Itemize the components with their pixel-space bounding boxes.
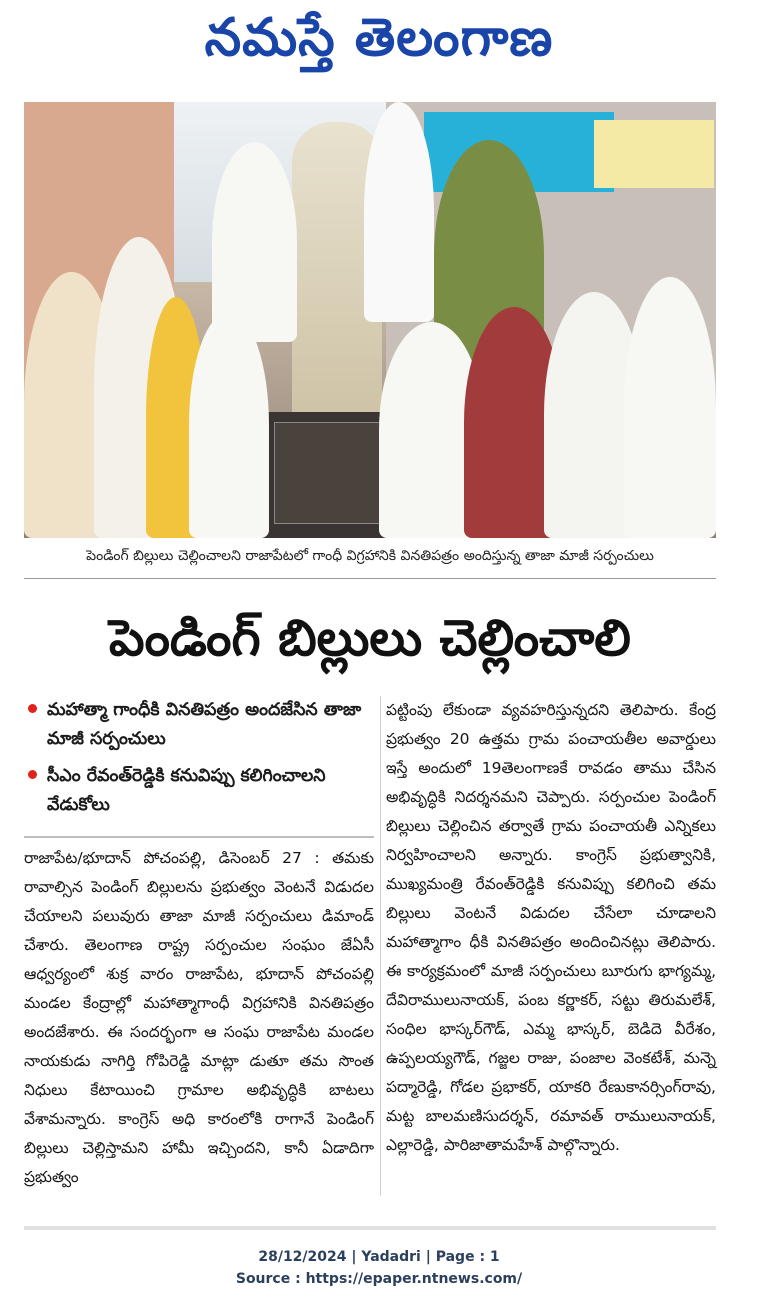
- person: [212, 142, 297, 342]
- person: [624, 277, 716, 538]
- newspaper-logo: నమస్తే తెలంగాణ: [204, 8, 554, 68]
- column-divider: [380, 696, 381, 1196]
- photo-caption: పెండింగ్ బిల్లులు చెల్లించాలని రాజాపేటలో గాంధీ విగ్రహానికి వినతిపత్రం అందిస్తున్న తాజా మాజీ సర్పంచులు: [86, 548, 654, 564]
- highlight-item: మహాత్మా గాంధీకి వినతిపత్రం అందజేసిన తాజా మాజీ సర్పంచులు: [24, 696, 374, 754]
- bottom-divider: [24, 1226, 716, 1230]
- person: [189, 312, 269, 538]
- highlight-item: సీఎం రేవంత్‌రెడ్డికి కనువిప్పు కలిగించాలని వేడుకోలు: [24, 762, 374, 820]
- page-footer: [0, 1246, 758, 1290]
- source-link[interactable]: Source : https://epaper.ntnews.com/: [235, 1271, 523, 1287]
- headline: పెండింగ్ బిల్లులు చెల్లించాలి: [109, 609, 631, 667]
- left-column: [24, 696, 374, 1192]
- bullet-dot-icon: [28, 704, 37, 713]
- bullet-dot-icon: [28, 770, 37, 779]
- news-photo: [24, 102, 716, 538]
- article-body-right: పట్టింపు లేకుండా వ్యవహరిస్తున్నదని తెలిపారు. కేంద్ర ప్రభుత్వం 20 ఉత్తమ గ్రామ పంచాయతీల అవార్డులు ఇస్తే అందులో 19తెలంగాణకే రావడం తాము చేసిన అభివృద్ధికి నిదర్శనమని చెప్పారు. సర్పంచుల పెండింగ్ బిల్లులు చెల్లించిన తర్వాతే గ్రామ పంచాయతీ ఎన్నికలు నిర్వహించాలని అన్నారు. కాంగ్రెస్ ప్రభుత్వానికి, ముఖ్యమంత్రి రేవంత్‌రెడ్డికి కనువిప్పు కలిగించి తమ బిల్లులు వెంటనే విడుదల చేసేలా చూడాలని మహాత్మాగాం ధీకి వినతిపత్రం అందించినట్లు తెలిపారు. ఈ కార్యక్రమంలో మాజీ సర్పంచులు బూరుగు భాగ్యమ్మ, దేవిరాములునాయక్, పంబ కర్ణాకర్, సట్టు తిరుమలేశ్, సంధిల భాస్కర్‌గౌడ్, ఎమ్మ భాస్కర్, బెడిదె వీరేశం, ఉప్పలయ్యగౌడ్, గజ్జల రాజు, పంజాల వెంకటేశ్, మన్నె పద్మారెడ్డి, గోడల ప్రభాకర్, యాకరి రేణుకానర్సింగ్‌రావు, మట్ట బాలమణిసుదర్శన్, రమావత్ రాములునాయక్, ఎల్లారెడ్డి, పారిజాతామహేశ్ పాల్గొన్నారు.: [386, 701, 716, 1154]
- article-body-left: రాజాపేట/భూదాన్ పోచంపల్లి, డిసెంబర్ 27 : తమకు రావాల్సిన పెండింగ్ బిల్లులను ప్రభుత్వం వెంటనే విడుదల చేయాలని పలువురు తాజా మాజీ సర్పంచులు డిమాండ్ చేశారు. తెలంగాణ రాష్ట్ర సర్పంచుల సంఘం జేఏసీ ఆధ్వర్యంలో శుక్ర వారం రాజాపేట, భూదాన్ పోచంపల్లి మండల కేంద్రాల్లో మహాత్మాగాంధీ విగ్రహానికి వినతిపత్రం అందజేశారు. ఈ సందర్భంగా ఆ సంఘ రాజాపేట మండల నాయకుడు నాగిర్తి గోపిరెడ్డి మాట్లా డుతూ తమ సొంత నిధులు కేటాయించి గ్రామాల అభివృద్ధికి బాటలు వేశామన్నారు. కాంగ్రెస్ అధి కారంలోకి రాగానే పెండింగ్ బిల్లులు చెల్లిస్తామని హామీ ఇచ్చిందని, కానీ ఏడాదిగా ప్రభుత్వం: [24, 849, 374, 1186]
- right-column: [386, 696, 716, 1160]
- edition-info: 28/12/2024 | Yadadri | Page : 1: [258, 1249, 500, 1265]
- divider: [24, 578, 716, 579]
- masthead: [0, 0, 758, 90]
- statue-plaque: [274, 422, 396, 524]
- person: [364, 102, 434, 322]
- highlights: [24, 696, 374, 838]
